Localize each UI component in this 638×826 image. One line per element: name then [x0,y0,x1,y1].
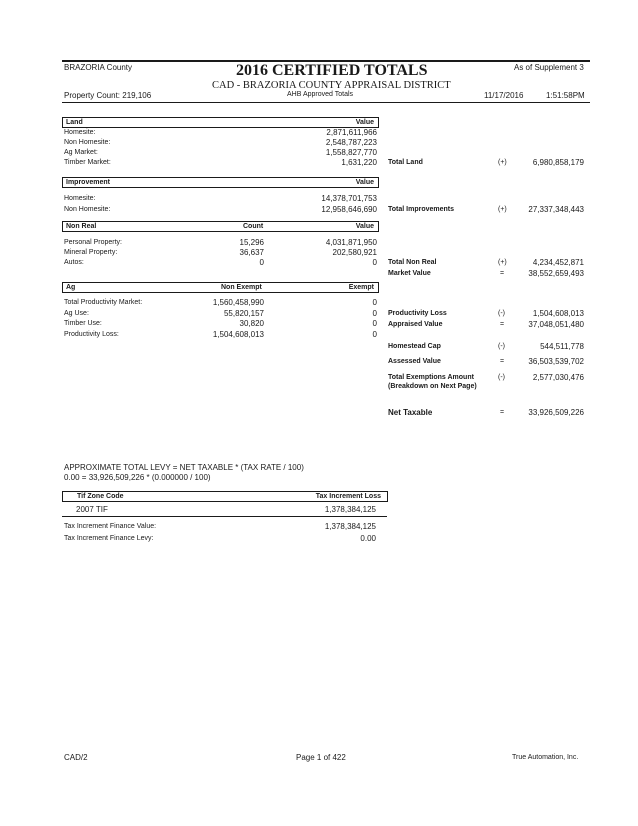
improvement-row-label: Non Homesite: [64,206,111,213]
homestead-cap-value: 544,511,778 [540,342,584,351]
non-real-row-count: 36,637 [239,248,264,257]
land-header-label: Land [66,119,83,126]
total-non-real-label: Total Non Real [388,259,437,266]
tif-loss-header: Tax Increment Loss [315,493,381,500]
market-value-op: = [500,270,505,277]
total-exemptions-op: (-) [498,374,505,381]
district-name: CAD - BRAZORIA COUNTY APPRAISAL DISTRICT [212,80,451,91]
land-section-header [62,117,379,128]
assessed-value-label: Assessed Value [388,358,441,365]
productivity-loss-value: 1,504,608,013 [532,309,584,318]
land-row-label: Ag Market: [64,149,98,156]
tif-section-header [62,491,388,502]
non-real-row-value: 0 [372,258,377,267]
ag-row-exempt: 0 [372,319,377,328]
ag-row-label: Timber Use: [64,320,102,327]
land-row-label: Non Homesite: [64,139,111,146]
ag-row-non-exempt: 30,820 [239,319,264,328]
ag-row-label: Ag Use: [64,310,89,317]
non-real-header-label: Non Real [66,223,97,230]
ag-row-exempt: 0 [372,309,377,318]
report-time: 1:51:58PM [546,91,585,100]
total-improvements-op: (+) [498,206,507,213]
property-count: Property Count: 219,106 [64,91,152,100]
levy-formula: APPROXIMATE TOTAL LEVY = NET TAXABLE * (TAX RATE / 100) [64,463,304,472]
total-non-real-value: 4,234,452,871 [532,258,584,267]
non-real-count-header: Count [243,223,264,230]
net-taxable-op: = [500,409,505,416]
total-exemptions-value: 2,577,030,476 [532,373,584,382]
improvement-row-label: Homesite: [64,195,96,202]
land-row-value: 2,548,787,223 [325,138,377,147]
tif-zone-value: 1,378,384,125 [324,505,376,514]
improvement-value-header: Value [355,179,374,186]
non-real-section-header [62,221,379,232]
assessed-value-amount: 36,503,539,702 [528,357,584,366]
total-exemptions-label: Total Exemptions Amount [388,374,474,381]
ag-row-label: Total Productivity Market: [64,299,143,306]
total-land-value: 6,980,858,179 [532,158,584,167]
ag-row-label: Productivity Loss: [64,331,119,338]
improvement-header-label: Improvement [66,179,110,186]
tif-finance-levy: 0.00 [360,534,376,543]
tif-zone-code: 2007 TIF [76,505,108,514]
non-real-row-count: 0 [259,258,264,267]
non-real-row-value: 4,031,871,950 [325,238,377,247]
land-row-value: 2,871,611,966 [326,128,377,137]
ag-header-label: Ag [66,284,76,291]
footer-vendor: True Automation, Inc. [512,754,579,761]
total-improvements-value: 27,337,348,443 [528,205,584,214]
county-name: BRAZORIA County [64,63,133,72]
ag-row-non-exempt: 1,560,458,990 [212,298,264,307]
ag-row-exempt: 0 [372,298,377,307]
report-date: 11/17/2016 [484,91,524,100]
market-value-amount: 38,552,659,493 [528,269,584,278]
supplement-label: As of Supplement 3 [514,63,584,72]
levy-calculation: 0.00 = 33,926,509,226 * (0.000000 / 100) [64,473,211,482]
total-improvements-label: Total Improvements [388,206,454,213]
tif-row-rule [62,516,387,517]
total-land-op: (+) [498,159,507,166]
net-taxable-value: 33,926,509,226 [528,408,584,417]
footer-report-code: CAD/2 [64,753,88,762]
assessed-value-op: = [500,358,505,365]
appraised-value-label: Appraised Value [388,321,443,328]
improvement-row-value: 14,378,701,753 [321,194,377,203]
market-value-label: Market Value [388,270,431,277]
land-value-header: Value [355,119,374,126]
total-exemptions-note: (Breakdown on Next Page) [388,383,477,390]
improvement-section-header [62,177,379,188]
non-real-row-value: 202,580,921 [332,248,377,257]
appraised-value-amount: 37,048,051,480 [528,320,584,329]
homestead-cap-label: Homestead Cap [388,343,441,350]
non-real-row-count: 15,296 [239,238,264,247]
land-row-label: Timber Market: [64,159,111,166]
land-row-value: 1,558,827,770 [325,148,377,157]
total-land-label: Total Land [388,159,423,166]
productivity-loss-op: (-) [498,310,505,317]
non-real-value-header: Value [355,223,374,230]
net-taxable-label: Net Taxable [388,408,433,417]
non-real-row-label: Autos: [64,259,84,266]
page-title: 2016 CERTIFIED TOTALS [236,62,428,79]
tif-finance-levy-label: Tax Increment Finance Levy: [64,535,154,542]
header-bottom-rule [62,102,590,103]
homestead-cap-op: (-) [498,343,505,350]
ag-row-non-exempt: 55,820,157 [223,309,264,318]
ag-section-header [62,282,379,293]
ag-row-non-exempt: 1,504,608,013 [212,330,264,339]
productivity-loss-label: Productivity Loss [388,310,447,317]
land-row-value: 1,631,220 [341,158,377,167]
ag-exempt-header: Exempt [348,284,374,291]
tif-finance-value-label: Tax Increment Finance Value: [64,523,157,530]
tif-zone-header: Tif Zone Code [77,493,124,500]
total-non-real-op: (+) [498,259,507,266]
improvement-row-value: 12,958,646,690 [321,205,377,214]
non-real-row-label: Mineral Property: [64,249,118,256]
non-real-row-label: Personal Property: [64,239,122,246]
report-subtitle: AHB Approved Totals [287,91,354,98]
ag-non-exempt-header: Non Exempt [221,284,262,291]
land-row-label: Homesite: [64,129,96,136]
tif-finance-value: 1,378,384,125 [324,522,376,531]
appraised-value-op: = [500,321,505,328]
footer-page-number: Page 1 of 422 [296,753,346,762]
ag-row-exempt: 0 [372,330,377,339]
